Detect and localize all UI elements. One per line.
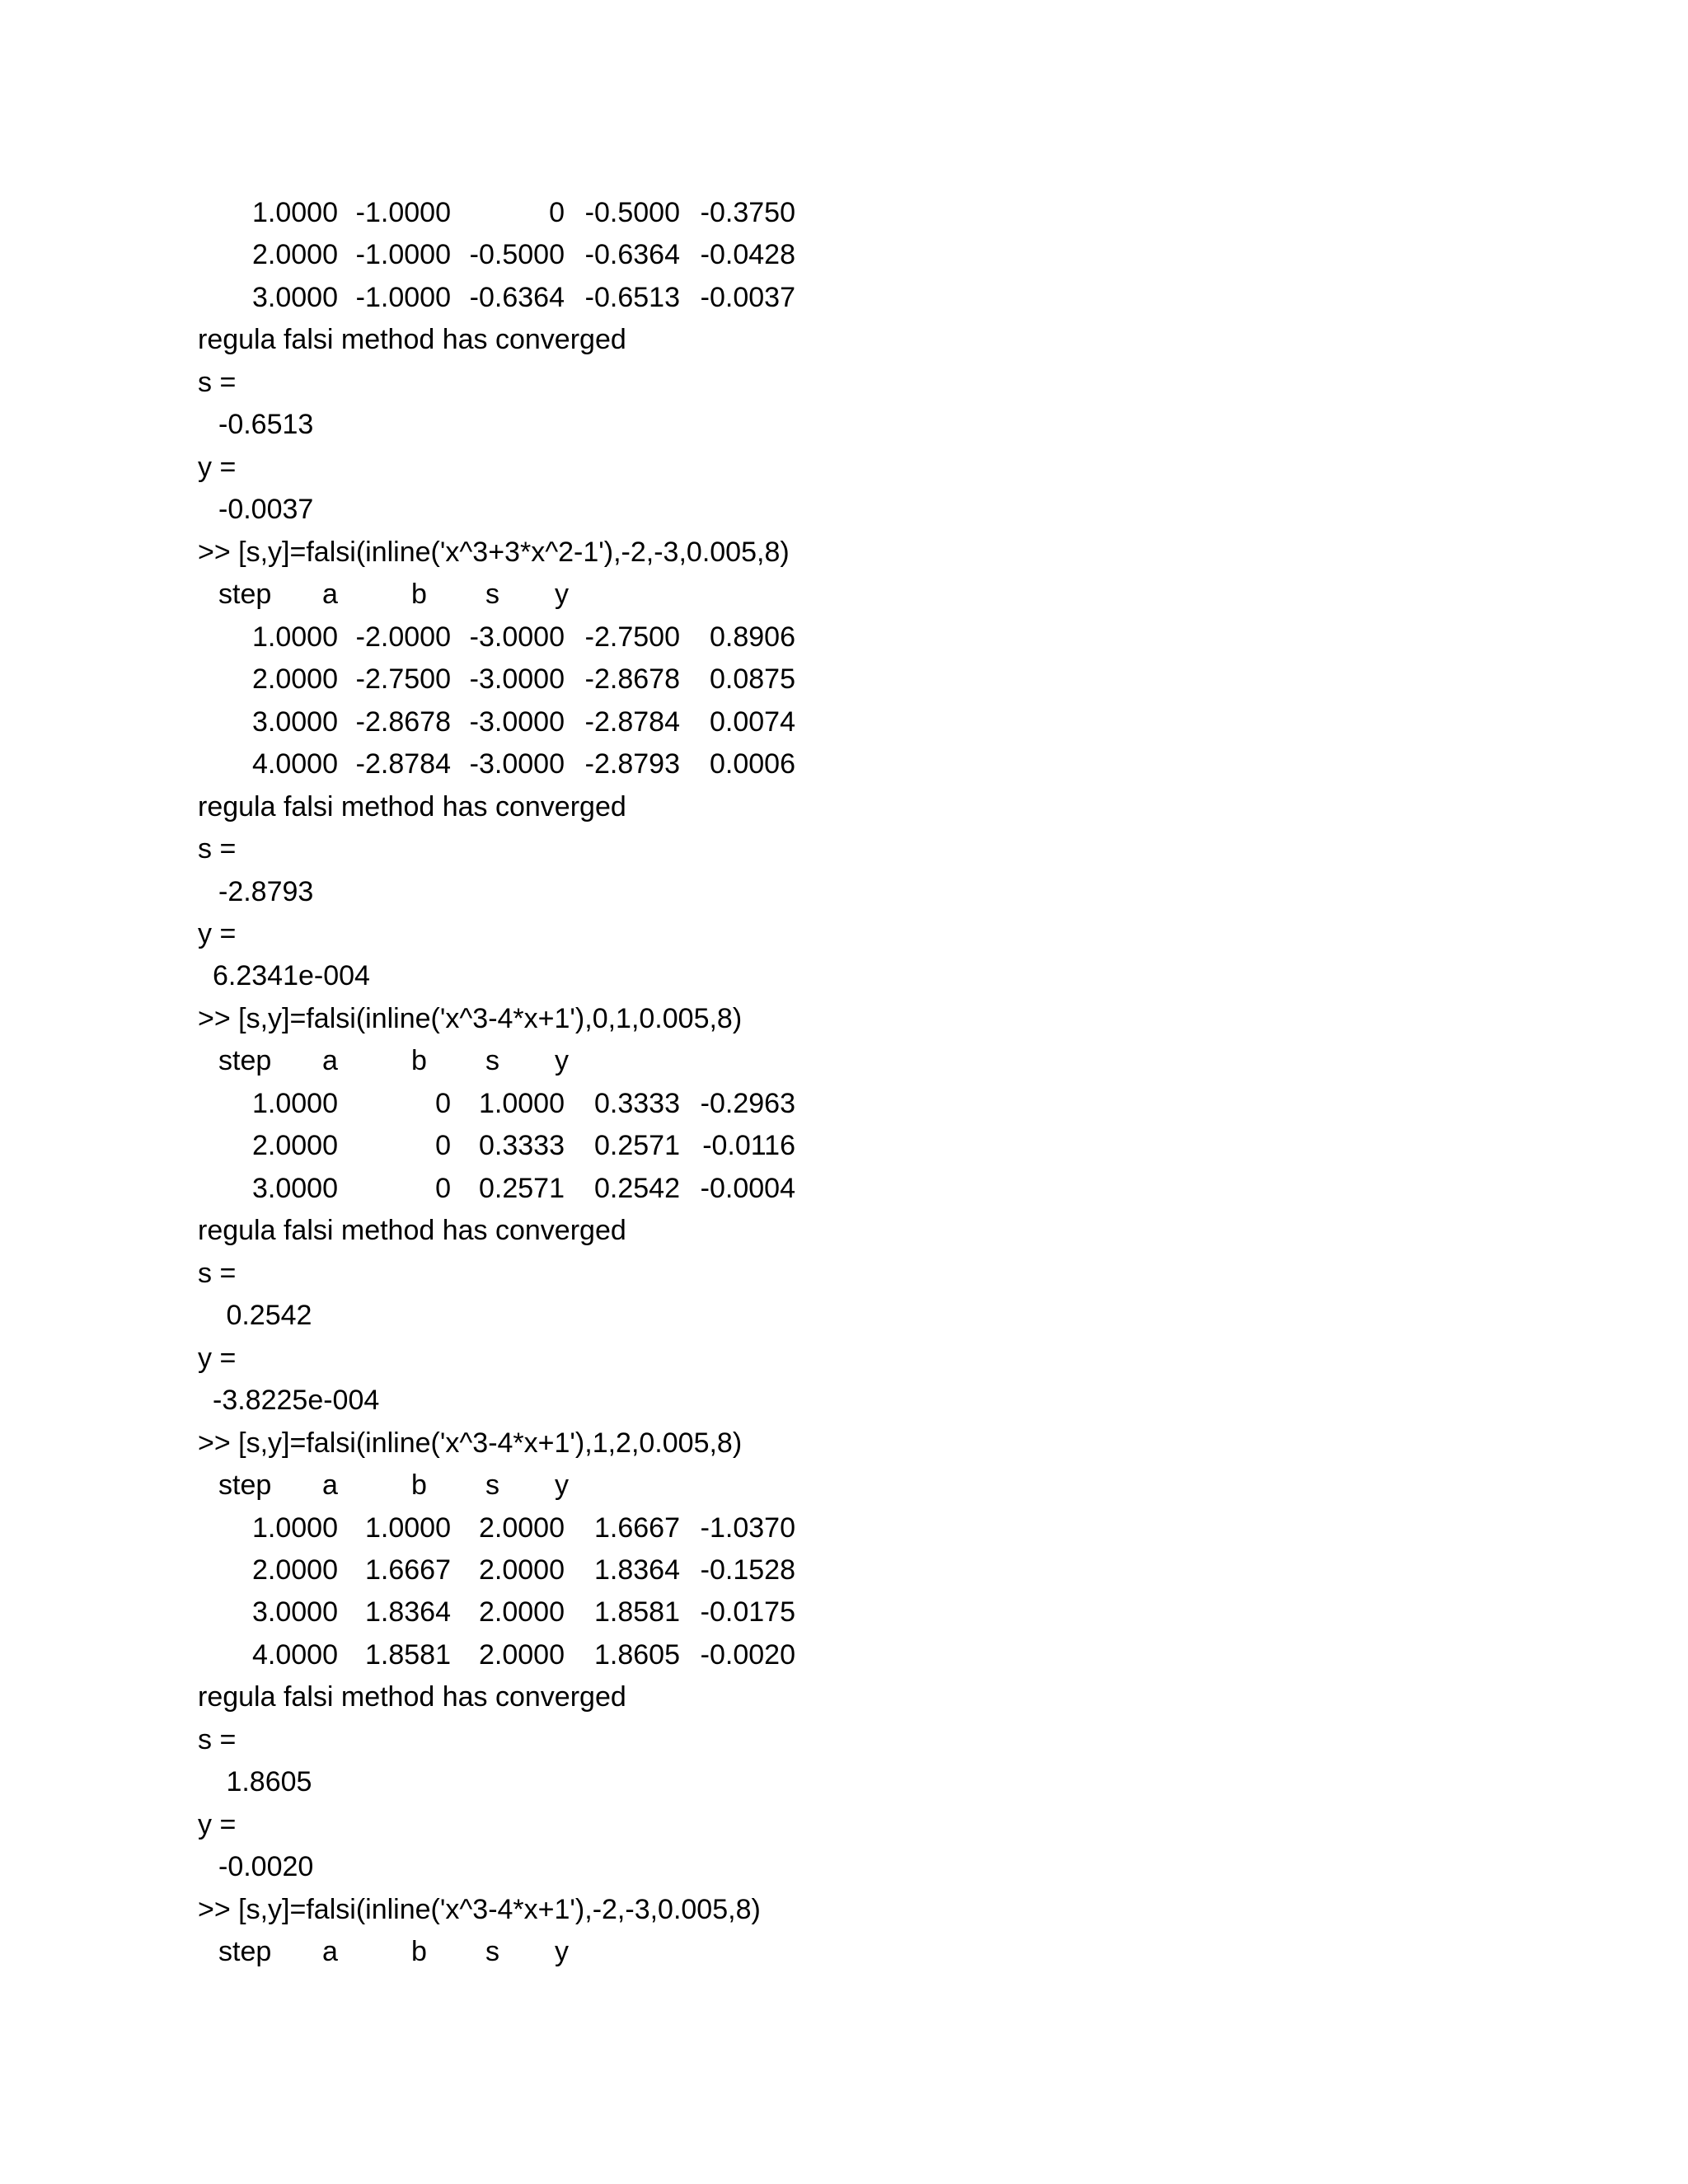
table-row <box>198 234 1599 276</box>
table-cell: -3.0000 <box>469 705 565 738</box>
table-cell: 3.0000 <box>252 281 338 313</box>
column-header: y <box>555 1045 569 1077</box>
variable-label: y = <box>198 917 237 949</box>
status-message: regula falsi method has converged <box>198 1215 626 1247</box>
table-cell: 0 <box>435 1172 451 1204</box>
variable-value: -0.6513 <box>218 409 314 441</box>
output-line <box>198 828 1599 870</box>
output-line <box>198 1253 1599 1295</box>
table-cell: -2.8793 <box>584 748 680 780</box>
table-cell: 1.6667 <box>594 1511 680 1544</box>
column-header: step <box>218 579 272 611</box>
variable-value: -0.0020 <box>218 1851 314 1883</box>
status-message: regula falsi method has converged <box>198 324 626 356</box>
table-header <box>198 1465 1599 1507</box>
column-header: b <box>411 579 427 611</box>
variable-value: -3.8225e-004 <box>213 1385 380 1417</box>
variable-value: 6.2341e-004 <box>213 960 370 992</box>
output-line <box>198 1761 1599 1803</box>
output-line <box>198 1210 1599 1252</box>
table-cell: 0.3333 <box>594 1087 680 1119</box>
column-header: a <box>322 1936 338 1968</box>
table-cell: 1.6667 <box>365 1554 451 1586</box>
output-line <box>198 1295 1599 1337</box>
table-cell: -1.0370 <box>700 1511 795 1544</box>
table-cell: 0.2542 <box>594 1172 680 1204</box>
output-line <box>198 871 1599 913</box>
table-cell: 0 <box>435 1130 451 1162</box>
output-line <box>198 786 1599 828</box>
table-cell: -0.1528 <box>700 1554 795 1586</box>
output-line <box>198 1338 1599 1380</box>
table-cell: 1.8605 <box>594 1638 680 1671</box>
table-cell: -0.5000 <box>584 197 680 228</box>
table-cell: 2.0000 <box>252 1130 338 1162</box>
table-cell: 0 <box>549 197 565 228</box>
table-cell: 2.0000 <box>479 1554 565 1586</box>
table-row <box>198 701 1599 743</box>
table-row <box>198 658 1599 701</box>
table-cell: 3.0000 <box>252 705 338 738</box>
output-line <box>198 447 1599 489</box>
table-cell: -0.6513 <box>584 281 680 313</box>
table-cell: -1.0000 <box>355 281 451 313</box>
column-header: y <box>555 1936 569 1968</box>
table-cell: 1.0000 <box>252 621 338 653</box>
table-cell: -0.2963 <box>700 1087 795 1119</box>
output-line <box>198 319 1599 361</box>
table-row <box>198 1549 1599 1591</box>
table-header <box>198 574 1599 616</box>
output-line <box>198 1380 1599 1422</box>
column-header: step <box>218 1045 272 1077</box>
variable-label: y = <box>198 1808 237 1840</box>
table-cell: -3.0000 <box>469 663 565 696</box>
table-cell: 0.0006 <box>710 748 795 780</box>
variable-label: s = <box>198 366 237 398</box>
column-header: b <box>411 1936 427 1968</box>
table-cell: 3.0000 <box>252 1172 338 1204</box>
table-cell: 1.0000 <box>479 1087 565 1119</box>
column-header: s <box>485 1469 499 1502</box>
table-cell: 1.8364 <box>594 1554 680 1586</box>
column-header: b <box>411 1469 427 1502</box>
output-line <box>198 998 1599 1040</box>
table-cell: 1.8364 <box>365 1596 451 1629</box>
console-output <box>198 192 1599 1974</box>
output-line <box>198 913 1599 955</box>
command-line: >> [s,y]=falsi(inline('x^3-4*x+1'),0,1,0.005,8) <box>198 1002 743 1034</box>
table-cell: -2.8784 <box>584 705 680 738</box>
table-row <box>198 1591 1599 1633</box>
table-cell: -3.0000 <box>469 748 565 780</box>
table-row <box>198 277 1599 319</box>
column-header: s <box>485 1936 499 1968</box>
status-message: regula falsi method has converged <box>198 790 626 823</box>
table-cell: 1.0000 <box>252 1087 338 1119</box>
table-header <box>198 1931 1599 1973</box>
variable-value: -0.0037 <box>218 494 314 526</box>
output-line <box>198 1719 1599 1761</box>
table-cell: 0.0074 <box>710 705 795 738</box>
table-cell: -1.0000 <box>355 239 451 271</box>
table-cell: 1.0000 <box>365 1511 451 1544</box>
table-cell: -2.7500 <box>584 621 680 653</box>
column-header: s <box>485 579 499 611</box>
table-row <box>198 1083 1599 1125</box>
table-cell: 2.0000 <box>252 1554 338 1586</box>
output-line <box>198 1889 1599 1931</box>
table-cell: 2.0000 <box>479 1638 565 1671</box>
variable-label: s = <box>198 1723 237 1755</box>
table-row <box>198 616 1599 658</box>
output-line <box>198 955 1599 997</box>
table-cell: -0.5000 <box>469 239 565 271</box>
table-cell: -2.8678 <box>355 705 451 738</box>
variable-value: 1.8605 <box>218 1766 312 1798</box>
table-cell: -2.8784 <box>355 748 451 780</box>
table-cell: 2.0000 <box>479 1511 565 1544</box>
table-cell: -3.0000 <box>469 621 565 653</box>
table-cell: 0.3333 <box>479 1130 565 1162</box>
variable-label: y = <box>198 451 237 483</box>
table-cell: 3.0000 <box>252 1596 338 1629</box>
table-cell: -1.0000 <box>355 197 451 228</box>
variable-label: s = <box>198 1257 237 1289</box>
table-cell: 1.0000 <box>252 197 338 228</box>
table-row <box>198 1125 1599 1167</box>
column-header: step <box>218 1469 272 1502</box>
table-row <box>198 1507 1599 1549</box>
output-line <box>198 1846 1599 1888</box>
command-line: >> [s,y]=falsi(inline('x^3+3*x^2-1'),-2,-3,0.005,8) <box>198 536 790 568</box>
output-line <box>198 1422 1599 1465</box>
table-cell: -0.0175 <box>700 1596 795 1629</box>
table-header <box>198 1040 1599 1082</box>
variable-label: s = <box>198 833 237 865</box>
table-cell: 2.0000 <box>252 239 338 271</box>
table-cell: 1.0000 <box>252 1511 338 1544</box>
table-cell: 2.0000 <box>479 1596 565 1629</box>
table-cell: 4.0000 <box>252 1638 338 1671</box>
table-cell: 0.8906 <box>710 621 795 653</box>
column-header: b <box>411 1045 427 1077</box>
table-row <box>198 192 1599 234</box>
output-line <box>198 1804 1599 1846</box>
command-line: >> [s,y]=falsi(inline('x^3-4*x+1'),1,2,0.005,8) <box>198 1427 743 1459</box>
column-header: y <box>555 579 569 611</box>
table-cell: 0.2571 <box>479 1172 565 1204</box>
table-cell: -2.0000 <box>355 621 451 653</box>
column-header: y <box>555 1469 569 1502</box>
table-cell: -0.0004 <box>700 1172 795 1204</box>
column-header: step <box>218 1936 272 1968</box>
table-cell: -0.0020 <box>700 1638 795 1671</box>
table-row <box>198 1634 1599 1676</box>
variable-value: 0.2542 <box>218 1300 312 1332</box>
column-header: a <box>322 1045 338 1077</box>
output-line <box>198 1676 1599 1718</box>
command-line: >> [s,y]=falsi(inline('x^3-4*x+1'),-2,-3,0.005,8) <box>198 1893 761 1925</box>
table-cell: -0.0037 <box>700 281 795 313</box>
table-cell: -2.8678 <box>584 663 680 696</box>
variable-value: -2.8793 <box>218 875 314 907</box>
table-cell: 0.2571 <box>594 1130 680 1162</box>
column-header: a <box>322 579 338 611</box>
table-cell: 4.0000 <box>252 748 338 780</box>
column-header: s <box>485 1045 499 1077</box>
output-line <box>198 404 1599 446</box>
column-header: a <box>322 1469 338 1502</box>
table-cell: -0.6364 <box>584 239 680 271</box>
table-cell: 0.0875 <box>710 663 795 696</box>
table-cell: 1.8581 <box>365 1638 451 1671</box>
table-row <box>198 743 1599 785</box>
table-cell: -0.3750 <box>700 197 795 228</box>
table-cell: 2.0000 <box>252 663 338 696</box>
table-cell: 0 <box>435 1087 451 1119</box>
output-line <box>198 489 1599 531</box>
table-cell: -0.6364 <box>469 281 565 313</box>
table-cell: -0.0116 <box>702 1130 795 1162</box>
variable-label: y = <box>198 1342 237 1374</box>
table-cell: 1.8581 <box>594 1596 680 1629</box>
table-cell: -0.0428 <box>700 239 795 271</box>
table-row <box>198 1168 1599 1210</box>
table-cell: -2.7500 <box>355 663 451 696</box>
output-line <box>198 362 1599 404</box>
status-message: regula falsi method has converged <box>198 1681 626 1713</box>
output-line <box>198 532 1599 574</box>
